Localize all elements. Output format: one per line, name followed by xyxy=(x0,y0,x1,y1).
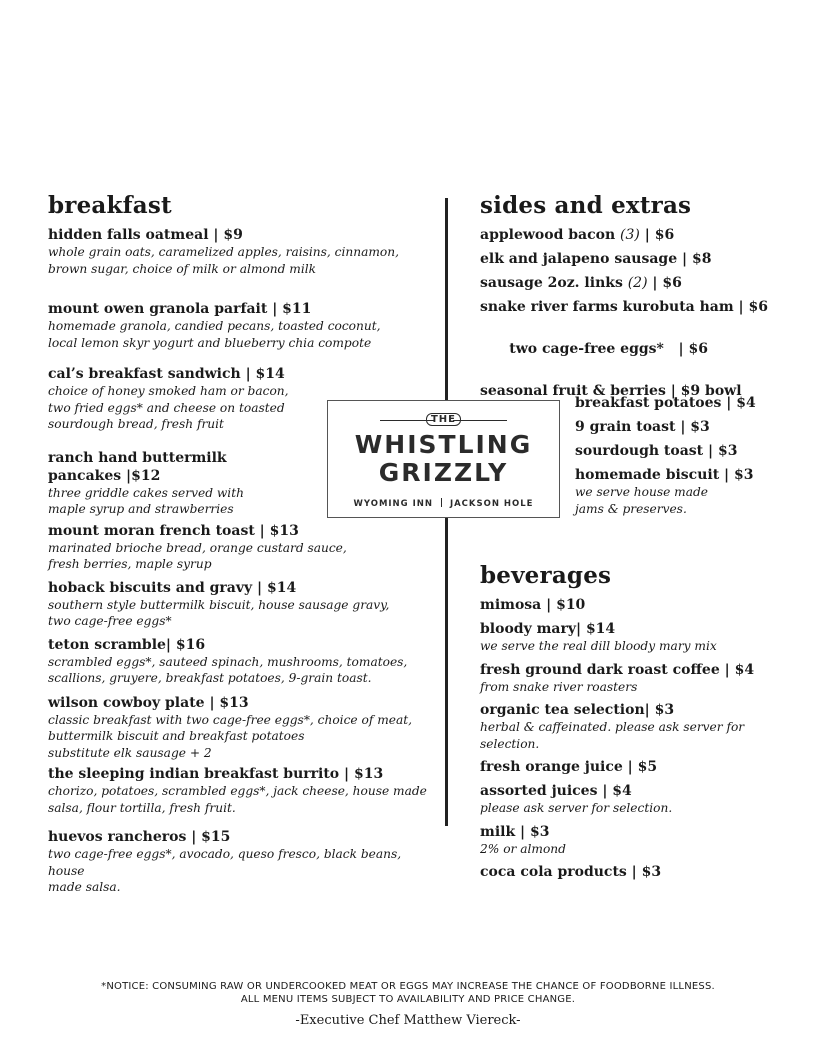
item-desc: sourdough bread, fresh fruit xyxy=(48,417,224,431)
item-name: milk | $3 xyxy=(480,823,550,840)
item-desc: classic breakfast with two cage-free eggs*, choice of meat, xyxy=(48,712,413,727)
item-name: teton scramble| $16 xyxy=(48,636,206,653)
list-item xyxy=(480,298,780,316)
item-name: two cage-free eggs* | $6 xyxy=(509,341,708,357)
menu-item-cowboy-plate xyxy=(48,694,428,762)
item-name: applewood bacon xyxy=(480,227,621,243)
food-safety-notice xyxy=(0,980,816,1006)
menu-item-granola xyxy=(48,300,428,351)
item-desc: maple syrup and strawberries xyxy=(48,502,234,516)
item-desc: 2% or almond xyxy=(480,841,566,856)
item-name: mimosa | $10 xyxy=(480,597,586,613)
menu-item-oatmeal xyxy=(48,226,428,277)
logo-the-text: THE xyxy=(426,413,461,426)
menu-item-burrito xyxy=(48,765,428,816)
breakfast-section xyxy=(48,192,428,896)
sides-list xyxy=(480,226,780,400)
item-name: coca cola products | $3 xyxy=(480,864,662,880)
menu-item-scramble xyxy=(48,636,428,687)
item-desc: two cage-free eggs* xyxy=(48,614,172,628)
item-desc: herbal & caffeinated. please ask server for xyxy=(480,720,745,734)
menu-item-coffee xyxy=(480,661,780,696)
notice-line: *NOTICE: CONSUMING RAW OR UNDERCOOKED MEAT OR EGGS MAY INCREASE THE CHANCE OF FOODBORNE ILLNESS. xyxy=(101,981,715,992)
item-name: cal’s breakfast sandwich | $14 xyxy=(48,366,285,382)
menu-item-mimosa xyxy=(480,596,780,614)
item-name: wilson cowboy plate | $13 xyxy=(48,694,249,711)
sides-section xyxy=(480,192,780,400)
item-desc: three griddle cakes served with xyxy=(48,485,244,500)
menu-item-huevos-rancheros xyxy=(48,828,428,896)
item-desc: marinated brioche bread, orange custard sauce, xyxy=(48,540,347,555)
menu-item-tea xyxy=(480,701,780,752)
item-name: the sleeping indian breakfast burrito | $13 xyxy=(48,766,384,782)
item-desc: we serve house made xyxy=(575,485,708,499)
item-name: huevos rancheros | $15 xyxy=(48,829,231,845)
list-item xyxy=(480,322,780,376)
sides-list-secondary xyxy=(575,394,790,517)
item-desc: fresh berries, maple syrup xyxy=(48,557,212,571)
item-name: pancakes |$12 xyxy=(48,467,161,484)
menu-item-orange-juice xyxy=(480,758,780,776)
item-desc: buttermilk biscuit and breakfast potatoes xyxy=(48,729,305,743)
logo-line1: WHISTLING xyxy=(354,430,533,459)
menu-item-biscuits-gravy xyxy=(48,579,428,630)
menu-item-bloody-mary xyxy=(480,620,780,655)
item-name: elk and jalapeno sausage | $8 xyxy=(480,251,712,267)
item-name: seasonal fruit & berries | $9 bowl xyxy=(480,383,742,399)
logo-sub-right: JACKSON HOLE xyxy=(449,499,534,509)
item-desc: from snake river roasters xyxy=(480,679,638,694)
item-desc: brown sugar, choice of milk or almond milk xyxy=(48,261,317,276)
list-item: 9 grain toast | $3 xyxy=(575,419,710,435)
list-item xyxy=(480,226,780,244)
item-desc: whole grain oats, caramelized apples, raisins, cinnamon, xyxy=(48,245,399,259)
list-item xyxy=(480,274,780,292)
item-desc: substitute elk sausage + 2 xyxy=(48,745,212,760)
item-desc: two cage-free eggs*, avocado, queso fresco, black beans, house xyxy=(48,847,402,878)
beverages-list xyxy=(480,596,780,881)
item-desc: local lemon skyr yogurt and blueberry chia compote xyxy=(48,335,372,350)
menu-item-french-toast xyxy=(48,522,428,573)
logo-separator xyxy=(441,498,442,507)
sides-title: sides and extras xyxy=(480,192,692,219)
item-desc: selection. xyxy=(480,736,540,751)
list-item: breakfast potatoes | $4 xyxy=(575,395,756,411)
item-price: | $6 xyxy=(647,275,682,291)
item-desc: salsa, flour tortilla, fresh fruit. xyxy=(48,800,236,815)
menu-item-juices xyxy=(480,782,780,817)
beverages-section xyxy=(480,562,780,881)
item-name: sausage 2oz. links xyxy=(480,275,628,291)
item-name: hidden falls oatmeal | $9 xyxy=(48,227,243,243)
logo-sub-left: WYOMING INN xyxy=(353,499,433,509)
item-desc: two fried eggs* and cheese on toasted xyxy=(48,400,285,415)
item-quantity: (2) xyxy=(627,275,648,291)
item-name: ranch hand buttermilk xyxy=(48,449,227,466)
restaurant-logo xyxy=(327,400,560,518)
item-price: | $6 xyxy=(639,227,675,243)
item-desc: scallions, gruyere, breakfast potatoes, 9-grain toast. xyxy=(48,671,372,685)
item-desc: choice of honey smoked ham or bacon, xyxy=(48,384,289,398)
logo-the xyxy=(328,414,559,425)
menu-item-coca-cola xyxy=(480,863,780,881)
beverages-title: beverages xyxy=(480,562,612,589)
item-name: mount moran french toast | $13 xyxy=(48,522,299,539)
notice-line: ALL MENU ITEMS SUBJECT TO AVAILABILITY AND PRICE CHANGE. xyxy=(240,994,576,1005)
list-item: sourdough toast | $3 xyxy=(575,443,738,459)
item-desc: jams & preserves. xyxy=(575,501,687,516)
item-desc: please ask server for selection. xyxy=(480,801,673,815)
item-desc: southern style buttermilk biscuit, house sausage gravy, xyxy=(48,597,390,612)
item-quantity: (3) xyxy=(620,227,640,243)
item-desc: made salsa. xyxy=(48,880,121,894)
breakfast-title: breakfast xyxy=(48,192,172,219)
logo-line2: GRIZZLY xyxy=(378,458,509,487)
item-name: hoback biscuits and gravy | $14 xyxy=(48,579,297,596)
item-name: fresh orange juice | $5 xyxy=(480,759,658,775)
list-item: homemade biscuit | $3 xyxy=(575,467,754,483)
item-name: organic tea selection| $3 xyxy=(480,702,675,718)
item-name: snake river farms kurobuta ham | $6 xyxy=(480,299,768,315)
item-desc: scrambled eggs*, sauteed spinach, mushrooms, tomatoes, xyxy=(48,654,408,669)
item-name: assorted juices | $4 xyxy=(480,783,632,799)
item-name: fresh ground dark roast coffee | $4 xyxy=(480,661,755,678)
chef-signature: -Executive Chef Matthew Viereck- xyxy=(295,1013,521,1028)
item-name: mount owen granola parfait | $11 xyxy=(48,301,312,317)
logo-subtitle xyxy=(328,498,559,509)
item-desc: chorizo, potatoes, scrambled eggs*, jack cheese, house made xyxy=(48,784,427,798)
list-item xyxy=(480,250,780,268)
item-desc: we serve the real dill bloody mary mix xyxy=(480,639,717,653)
item-name: bloody mary| $14 xyxy=(480,621,616,637)
menu-item-milk xyxy=(480,823,780,858)
item-desc: homemade granola, candied pecans, toasted coconut, xyxy=(48,319,381,333)
